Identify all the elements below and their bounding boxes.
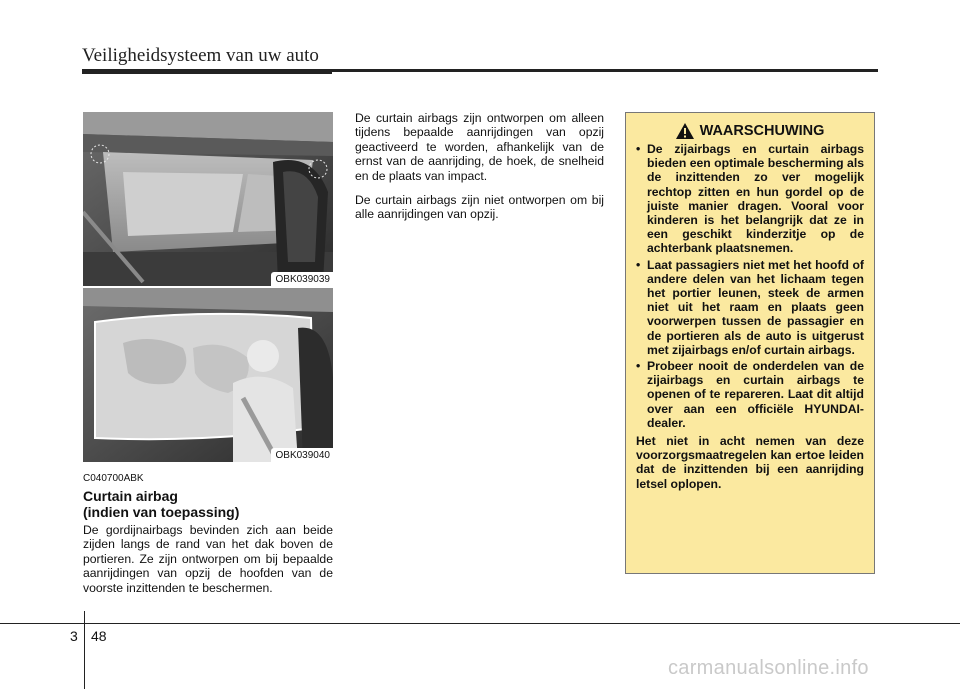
car-interior-illustration: [83, 112, 333, 286]
page-header-title: Veiligheidsysteem van uw auto: [82, 45, 319, 66]
warning-item-text: Laat passagiers niet met het hoofd of andere delen van het lichaam tegen het portier leunen, steek de armen niet uit het raam en plaats geen voorwerpen tussen de passagier en de portieren als de auto is uitgerust met zijairbags en/of curtain airbags.: [647, 257, 864, 357]
warning-triangle-icon: [676, 123, 694, 139]
paragraph: De curtain airbags zijn ontworpen om alleen tijdens bepaalde aanrijdingen van opzij geactiveerd te worden, afhankelijk van de ernst van de aanrijding, de hoek, de snelheid en de plaats van impact.: [355, 111, 604, 183]
watermark: carmanualsonline.info: [668, 657, 869, 679]
deployed-airbag-illustration: [83, 288, 333, 462]
header-rule-accent: [82, 72, 332, 74]
warning-item: • Probeer nooit de onderdelen van de zijairbags en curtain airbags te openen of te repareren. Laat dit altijd over aan een officiële HYUNDAI-dealer.: [636, 359, 864, 430]
footer-rule: [0, 623, 960, 624]
section-body: De gordijnairbags bevinden zich aan beide zijden langs de rand van het dak boven de portieren. Ze zijn ontworpen om bij bepaalde aanrijdingen van opzij de hoofden van de voorste inzittenden te beschermen.: [83, 523, 333, 595]
warning-header: [636, 123, 864, 139]
page-number: 48: [91, 628, 107, 644]
warning-item-text: De zijairbags en curtain airbags bieden een optimale bescherming als de inzittenden zo ver mogelijk rechtop zitten en hun gordel op de juiste manier dragen. Vooral voor kinderen is het belangrijk dat ze in een geschikt kinderzitje op de achterbank plaatsnemen.: [647, 142, 864, 256]
middle-column: [355, 111, 604, 232]
section-title-line2: (indien van toepassing): [83, 504, 240, 520]
figure-curtain-airbag-stowed: [83, 112, 333, 286]
section-title-line1: Curtain airbag: [83, 488, 178, 504]
warning-item-text: Probeer nooit de onderdelen van de zijairbags en curtain airbags te openen of te repareren. Laat dit altijd over aan een officiële HYUNDAI-dealer.: [647, 359, 864, 430]
warning-item: • De zijairbags en curtain airbags bieden een optimale bescherming als de inzittenden zo ver mogelijk rechtop zitten en hun gordel op de juiste manier dragen. Vooral voor kinderen is het belangrijk dat ze in een geschikt kinderzitje op de achterbank plaatsnemen.: [636, 142, 864, 256]
paragraph: De curtain airbags zijn niet ontworpen om bij alle aanrijdingen van opzij.: [355, 193, 604, 222]
chapter-number: 3: [70, 628, 78, 644]
warning-title: WAARSCHUWING: [699, 123, 825, 139]
warning-list: [636, 142, 864, 430]
warning-item: • Laat passagiers niet met het hoofd of andere delen van het lichaam tegen het portier leunen, steek de armen niet uit het raam en plaats geen voorwerpen tussen de passagier en de portieren als de auto is uitgerust met zijairbags en/of curtain airbags.: [636, 257, 864, 357]
figure-curtain-airbag-deployed: [83, 288, 333, 462]
warning-box: [625, 112, 875, 574]
section-title: [83, 488, 333, 520]
figure-code: OBK039039: [271, 272, 334, 286]
footer-divider: [84, 611, 85, 689]
warning-note: Het niet in acht nemen van deze voorzorgsmaatregelen kan ertoe leiden dat de inzittenden bij een aanrijding letsel oplopen.: [636, 434, 864, 491]
section-code: C040700ABK: [83, 473, 144, 484]
figure-code: OBK039040: [271, 448, 334, 462]
